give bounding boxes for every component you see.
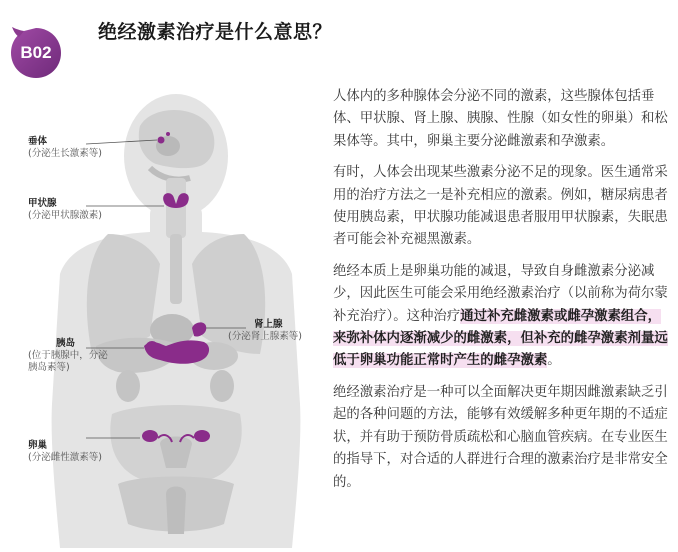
organ-name: 卵巢 [28, 440, 48, 451]
organ-desc: (分泌生长激素等) [28, 148, 102, 159]
organ-desc: (位于胰腺中，分泌胰岛素等) [28, 350, 108, 373]
paragraph-glands: 人体内的多种腺体会分泌不同的激素，这些腺体包括垂体、甲状腺、肾上腺、胰腺、性腺（如女性的卵巢）和松果体等。其中，卵巢主要分泌雌激素和孕激素。 [333, 89, 668, 149]
organ-label-pituitary [28, 136, 102, 160]
badge-label: B02 [20, 43, 52, 62]
ovary-left-mark [142, 430, 158, 442]
paragraph-safety: 绝经激素治疗是一种可以全面解决更年期因雌激素缺乏引起的各种问题的方法，能够有效缓解多种更年期的不适症状，并有助于预防骨质疏松和心脑血管疾病。在专业医生的指导下，对合适的人群进行合理的激素治疗是非常安全的。 [333, 384, 668, 490]
section-badge [10, 27, 62, 79]
organ-label-islets [28, 338, 110, 374]
page-title: 绝经激素治疗是什么意思？ [98, 21, 333, 43]
organ-name: 肾上腺 [254, 319, 283, 330]
organ-label-adrenal [228, 319, 302, 343]
ovary-right-mark [194, 430, 210, 442]
paragraph-menopause-text: 绝经本质上是卵巢功能的减退，导致自身雌激素分泌减少，因此医生可能会采用绝经激素治疗（以前称为荷尔蒙补充治疗）。这种治疗 [333, 263, 668, 324]
organ-label-thyroid [28, 198, 102, 222]
paragraph-menopause-end: 。 [547, 353, 561, 369]
paragraph-menopause [333, 261, 671, 373]
anatomy-figure [0, 84, 330, 548]
pituitary-mark [158, 137, 165, 144]
pineal-mark [166, 132, 170, 136]
organ-desc: (分泌甲状腺激素) [28, 210, 102, 221]
organ-desc: (分泌肾上腺素等) [228, 331, 302, 342]
organ-label-ovary [28, 440, 102, 464]
organ-desc: (分泌雌性激素等) [28, 452, 102, 463]
organ-name: 甲状腺 [28, 198, 57, 209]
paragraph-deficiency: 有时，人体会出现某些激素分泌不足的现象。医生通常采用的治疗方法之一是补充相应的激素。例如，糖尿病患者使用胰岛素，甲状腺功能减退患者服用甲状腺素，失眠患者可能会补充褪黑激素。 [333, 165, 668, 248]
highlighted-text: 通过补充雌激素或雌孕激素组合，来弥补体内逐渐减少的雌激素，但补充的雌孕激素剂量远低于卵巢功能正常时产生的雌孕激素 [333, 308, 668, 369]
body-text [333, 86, 671, 503]
organ-name: 胰岛 [56, 338, 76, 349]
organ-name: 垂体 [28, 136, 48, 147]
